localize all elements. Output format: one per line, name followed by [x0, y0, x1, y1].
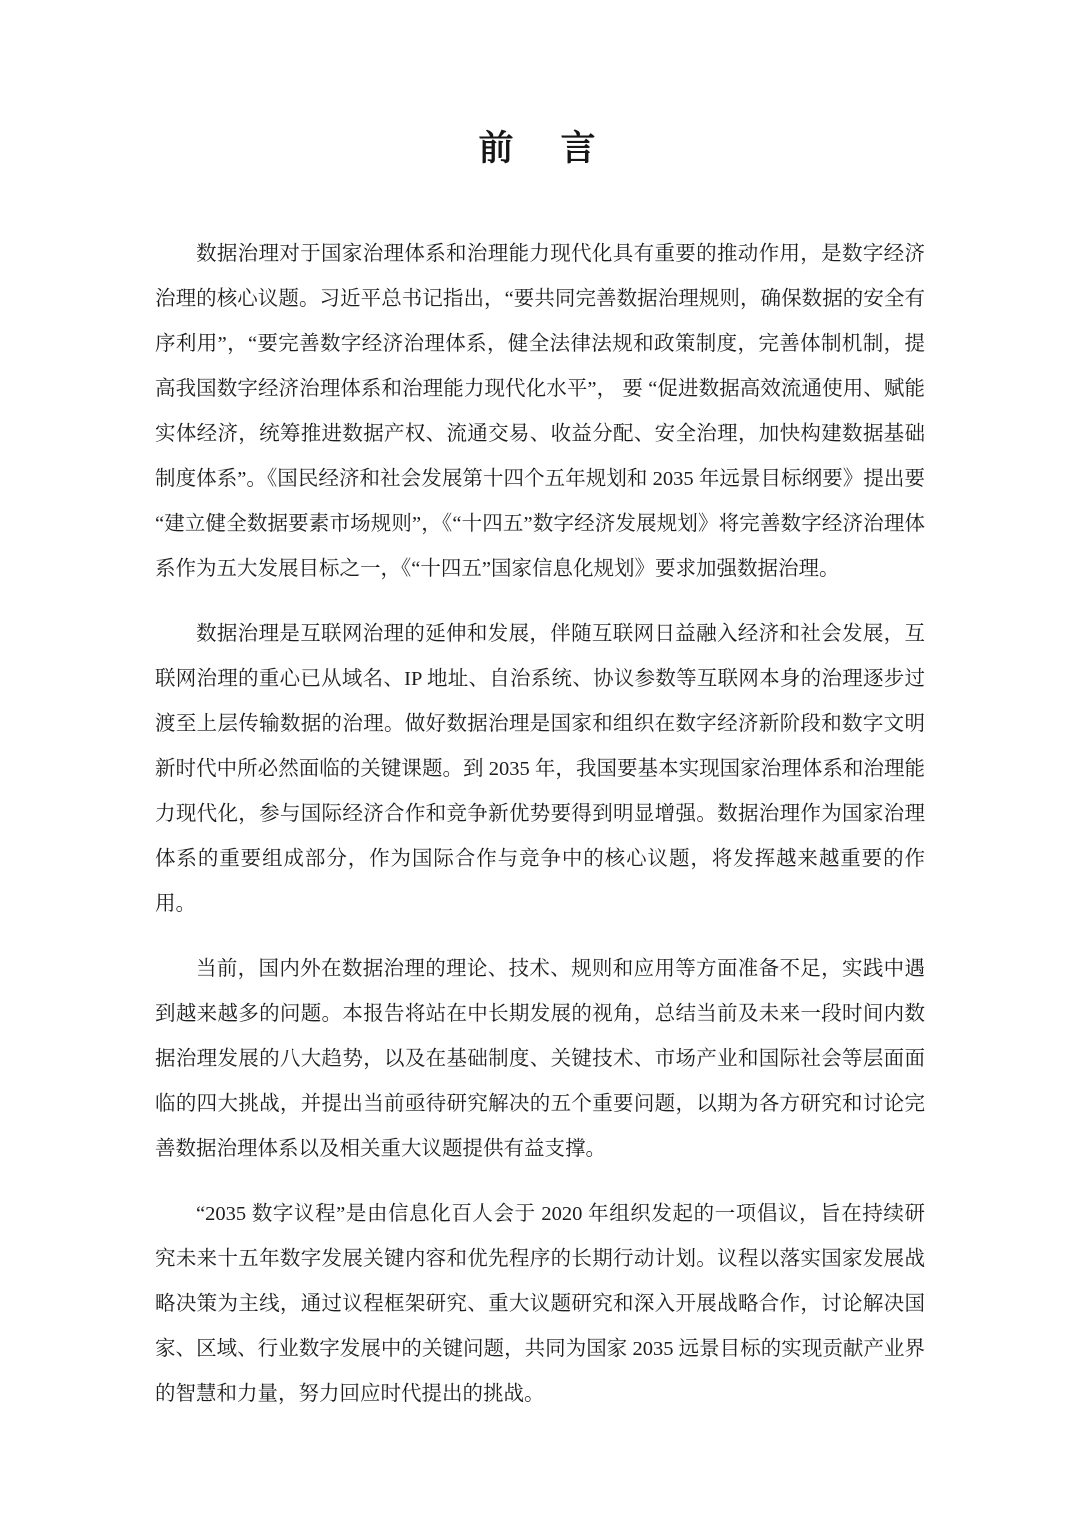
paragraph-4: “2035 数字议程”是由信息化百人会于 2020 年组织发起的一项倡议，旨在持续研究未来十五年数字发展关键内容和优先程序的长期行动计划。议程以落实国家发展战略决策为主线，通过议程框架研究、重大议题研究和深入开展战略合作，讨论解决国家、区域、行业数字发展中的关键问题，共同为国家 2035 远景目标的实现贡献产业界的智慧和力量，努力回应时代提出的挑战。 — [155, 1203, 925, 1405]
paragraph-3: 当前，国内外在数据治理的理论、技术、规则和应用等方面准备不足，实践中遇到越来越多的问题。本报告将站在中长期发展的视角，总结当前及未来一段时间内数据治理发展的八大趋势，以及在基础制度、关键技术、市场产业和国际社会等层面面临的四大挑战，并提出当前亟待研究解决的五个重要问题，以期为各方研究和讨论完善数据治理体系以及相关重大议题提供有益支撑。 — [155, 958, 925, 1160]
document-body — [0, 170, 1080, 1417]
page-title: 前 言 — [478, 129, 602, 168]
paragraph-2: 数据治理是互联网治理的延伸和发展，伴随互联网日益融入经济和社会发展，互联网治理的重心已从域名、IP 地址、自治系统、协议参数等互联网本身的治理逐步过渡至上层传输数据的治理。做好数据治理是国家和组织在数字经济新阶段和数字文明新时代中所必然面临的关键课题。到 2035 年，我国要基本实现国家治理体系和治理能力现代化，参与国际经济合作和竞争新优势要得到明显增强。数据治理作为国家治理体系的重要组成部分，作为国际合作与竞争中的核心议题，将发挥越来越重要的作用。 — [155, 623, 925, 915]
paragraph-1: 数据治理对于国家治理体系和治理能力现代化具有重要的推动作用，是数字经济治理的核心议题。习近平总书记指出，“要共同完善数据治理规则，确保数据的安全有序利用”，“要完善数字经济治理体系，健全法律法规和政策制度，完善体制机制，提高我国数字经济治理体系和治理能力现代化水平”， 要 “促进数据高效流通使用、赋能实体经济，统筹推进数据产权、流通交易、收益分配、安全治理，加快构建数据基础制度体系”。《国民经济和社会发展第十四个五年规划和 2035 年远景目标纲要》提出要“建立健全数据要素市场规则”，《“十四五”数字经济发展规划》将完善数字经济治理体系作为五大发展目标之一，《“十四五”国家信息化规划》要求加强数据治理。 — [155, 243, 925, 580]
